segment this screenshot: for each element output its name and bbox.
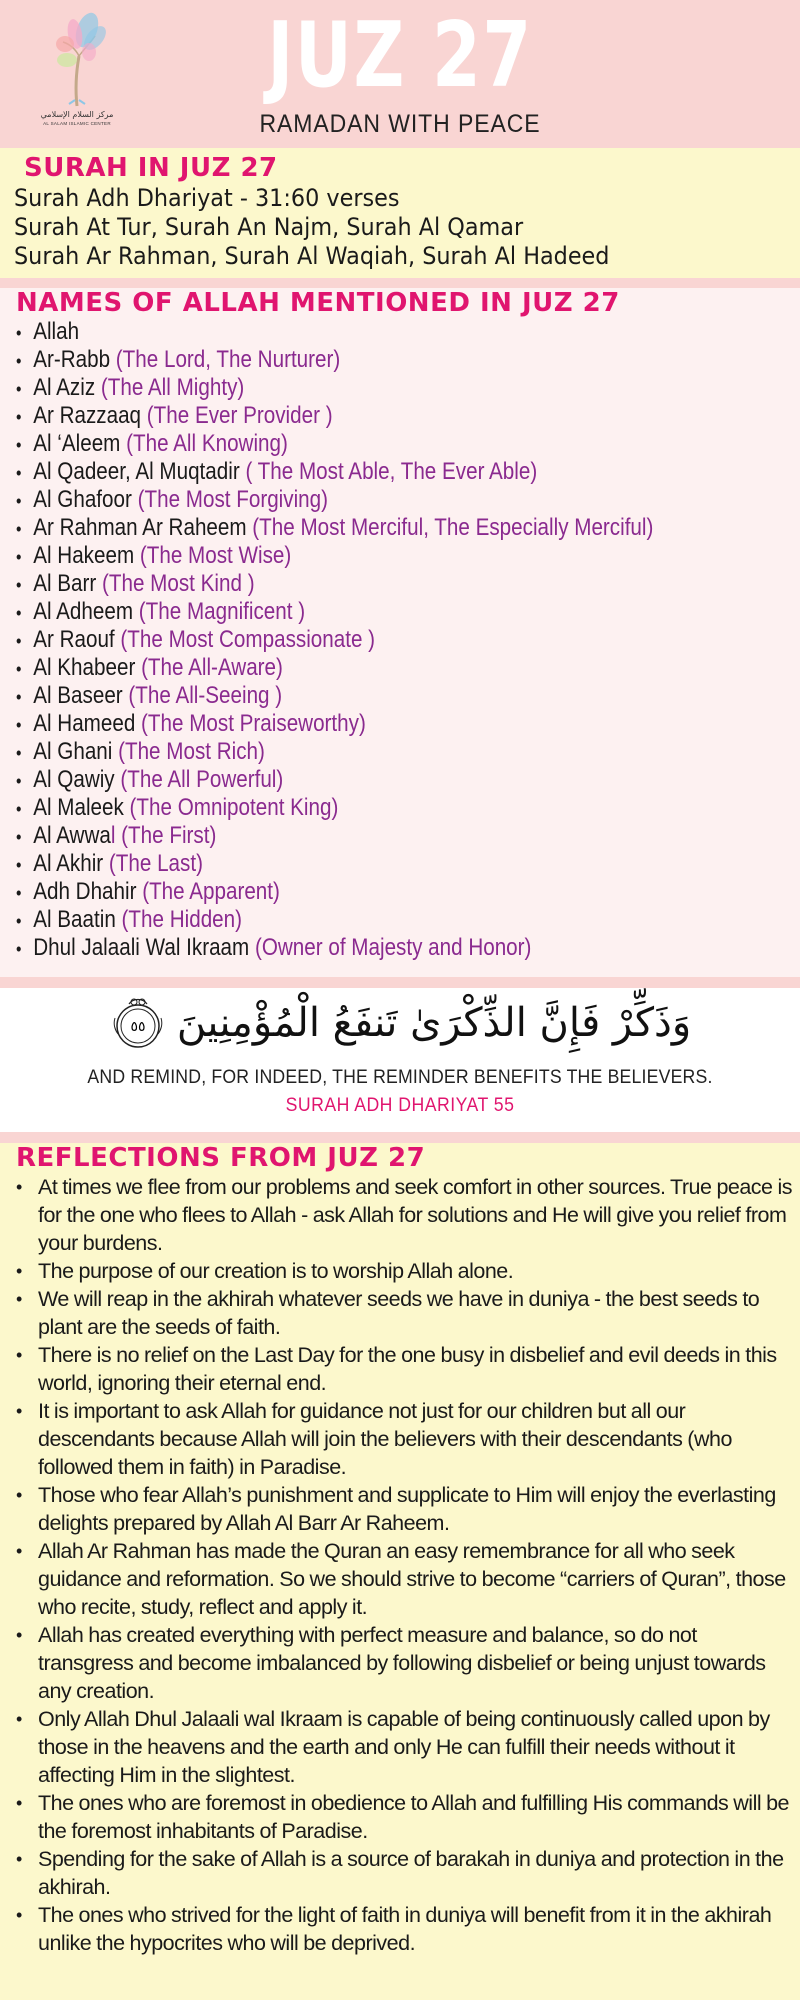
bullet-icon: • <box>16 379 22 399</box>
surah-line: Surah Adh Dhariyat - 31:60 verses <box>14 184 400 212</box>
reflection-text: Only Allah Dhul Jalaali wal Ikraam is capable of being continuously called upon by those in the heavens and the earth and only He can fulfill their needs without it affecting Him in the slightest. <box>38 1707 770 1787</box>
name-of-allah-item <box>16 346 690 374</box>
name-meaning: (The Most Merciful, The Especially Merciful) <box>252 514 654 541</box>
bullet-icon: • <box>16 1401 22 1421</box>
bullet-icon: • <box>16 799 22 819</box>
bullet-icon: • <box>16 743 22 763</box>
surah-line: Surah At Tur, Surah An Najm, Surah Al Qamar <box>14 213 524 241</box>
name-transliteration: Al Qawiy <box>33 766 121 793</box>
reflection-text: The ones who strived for the light of faith in duniya will benefit from it in the akhirah unlike the hypocrites who will be deprived. <box>38 1903 772 1955</box>
name-transliteration: Al Barr <box>33 570 103 597</box>
name-meaning: (The Last) <box>108 850 203 877</box>
reflections-section <box>0 1143 800 2000</box>
bullet-icon: • <box>16 939 22 959</box>
bullet-icon: • <box>16 883 22 903</box>
bullet-icon: • <box>16 547 22 567</box>
name-meaning: (The Most Forgiving) <box>137 486 329 513</box>
reflection-text: There is no relief on the Last Day for the one busy in disbelief and evil deeds in this world, ignoring their eternal end. <box>38 1343 777 1395</box>
name-of-allah-item <box>16 822 690 850</box>
ayah-end-marker-icon <box>109 994 167 1052</box>
bullet-icon: • <box>16 1625 22 1645</box>
bullet-icon: • <box>16 715 22 735</box>
name-transliteration: Ar Razzaaq <box>33 402 147 429</box>
logo-arabic-text: مركز السلام الإسلامي <box>40 110 114 119</box>
bullet-icon: • <box>16 771 22 791</box>
name-transliteration: Al Baseer <box>33 682 129 709</box>
reflection-item <box>16 1481 794 1537</box>
bullet-icon: • <box>16 911 22 931</box>
bullet-icon: • <box>16 1793 22 1813</box>
name-transliteration: Ar-Rabb <box>33 346 116 373</box>
name-of-allah-item <box>16 878 690 906</box>
name-meaning: (The Lord, The Nurturer) <box>115 346 341 373</box>
verse-reference: SURAH ADH DHARIYAT 55 <box>285 1095 515 1116</box>
name-of-allah-item <box>16 626 690 654</box>
reflection-item <box>16 1845 794 1901</box>
bullet-icon: • <box>16 1849 22 1869</box>
name-of-allah-item <box>16 766 690 794</box>
reflection-item <box>16 1173 794 1257</box>
bullet-icon: • <box>16 659 22 679</box>
reflection-item <box>16 1257 794 1285</box>
bullet-icon: • <box>16 855 22 875</box>
name-of-allah-item <box>16 318 690 346</box>
name-transliteration: Al Maleek <box>33 794 130 821</box>
reflection-text: Allah Ar Rahman has made the Quran an easy remembrance for all who seek guidance and reformation. So we should strive to become “carriers of Quran”, those who recite, study, reflect and apply it. <box>38 1539 786 1619</box>
name-of-allah-item <box>16 654 690 682</box>
arabic-verse <box>0 992 800 1054</box>
bullet-icon: • <box>16 463 22 483</box>
bullet-icon: • <box>16 435 22 455</box>
name-transliteration: Al Awwa <box>33 822 111 849</box>
reflection-item <box>16 1537 794 1621</box>
bullet-icon: • <box>16 687 22 707</box>
verse-translation: AND REMIND, FOR INDEED, THE REMINDER BENEFITS THE BELIEVERS. <box>87 1067 713 1088</box>
name-transliteration: Al Baatin <box>33 906 122 933</box>
name-meaning: (The Apparent) <box>142 878 280 905</box>
bullet-icon: • <box>16 491 22 511</box>
bullet-icon: • <box>16 323 22 343</box>
name-of-allah-item <box>16 598 690 626</box>
name-meaning: l (The First) <box>110 822 217 849</box>
reflection-item <box>16 1789 794 1845</box>
name-of-allah-item <box>16 906 690 934</box>
names-list <box>16 318 800 962</box>
name-meaning: (The Magnificent ) <box>138 598 306 625</box>
name-of-allah-item <box>16 430 690 458</box>
reflection-text: The purpose of our creation is to worship Allah alone. <box>38 1259 514 1283</box>
name-transliteration: Ar Rahman Ar Raheem <box>33 514 253 541</box>
name-transliteration: Al Adheem <box>33 598 139 625</box>
name-of-allah-item <box>16 682 690 710</box>
name-meaning: (The All-Seeing ) <box>128 682 283 709</box>
name-of-allah-item <box>16 934 690 962</box>
bullet-icon: • <box>16 1261 22 1281</box>
reflection-text: It is important to ask Allah for guidance not just for our children but all our descendants because Allah will join the believers with their descendants (who followed them in faith) in Paradise. <box>38 1399 732 1479</box>
surah-line: Surah Ar Rahman, Surah Al Waqiah, Surah Al Hadeed <box>14 242 610 270</box>
name-meaning: (The Most Rich) <box>118 738 265 765</box>
name-meaning: (The Most Compassionate ) <box>120 626 376 653</box>
name-of-allah-item <box>16 738 690 766</box>
name-transliteration: Al Ghani <box>33 738 119 765</box>
bullet-icon: • <box>16 1541 22 1561</box>
name-meaning: (The Most Wise) <box>139 542 292 569</box>
name-transliteration: Al Aziz <box>33 374 101 401</box>
name-transliteration: Allah <box>33 318 80 345</box>
reflections-heading: REFLECTIONS FROM JUZ 27 <box>16 1143 426 1173</box>
name-transliteration: Dhul Jalaali Wal Ikraam <box>33 934 255 961</box>
bullet-icon: • <box>16 1289 22 1309</box>
names-heading: NAMES OF ALLAH MENTIONED IN JUZ 27 <box>16 288 620 318</box>
reflection-item <box>16 1397 794 1481</box>
surah-heading: SURAH IN JUZ 27 <box>24 153 278 183</box>
name-transliteration: Al Hakeem <box>33 542 140 569</box>
name-of-allah-item <box>16 850 690 878</box>
name-meaning: ( The Most Able, The Ever Able) <box>245 458 538 485</box>
surah-section <box>0 148 800 278</box>
name-meaning: (The All Mighty) <box>100 374 245 401</box>
bullet-icon: • <box>16 1709 22 1729</box>
bullet-icon: • <box>16 631 22 651</box>
name-transliteration: Adh Dhahir <box>33 878 143 905</box>
reflection-item <box>16 1621 794 1705</box>
bullet-icon: • <box>16 519 22 539</box>
reflection-text: At times we flee from our problems and seek comfort in other sources. True peace is for the one who flees to Allah - ask Allah for solutions and He will give you relief from your burdens. <box>38 1175 793 1255</box>
bullet-icon: • <box>16 1345 22 1365</box>
name-of-allah-item <box>16 710 690 738</box>
logo-english-text: AL SALAM ISLAMIC CENTER <box>43 121 111 126</box>
name-of-allah-item <box>16 794 690 822</box>
bullet-icon: • <box>16 575 22 595</box>
name-of-allah-item <box>16 458 690 486</box>
name-of-allah-item <box>16 514 690 542</box>
bullet-icon: • <box>16 827 22 847</box>
reflection-text: We will reap in the akhirah whatever seeds we have in duniya - the best seeds to plant are the seeds of faith. <box>38 1287 760 1339</box>
reflection-text: Those who fear Allah’s punishment and supplicate to Him will enjoy the everlasting delights prepared by Allah Al Barr Ar Raheem. <box>38 1483 776 1535</box>
bullet-icon: • <box>16 407 22 427</box>
name-meaning: (The All-Aware) <box>141 654 283 681</box>
name-meaning: (The Hidden) <box>121 906 243 933</box>
bullet-icon: • <box>16 351 22 371</box>
reflection-text: Spending for the sake of Allah is a source of barakah in duniya and protection in the akhirah. <box>38 1847 784 1899</box>
name-meaning: (The Most Kind ) <box>102 570 255 597</box>
name-transliteration: Al Khabeer <box>33 654 142 681</box>
reflection-item <box>16 1705 794 1789</box>
page-header <box>0 0 800 148</box>
ayah-number: ٥٥ <box>130 1019 146 1035</box>
name-meaning: (The All Knowing) <box>126 430 288 457</box>
name-meaning: (The All Powerful) <box>120 766 284 793</box>
names-of-allah-section <box>0 288 800 977</box>
name-of-allah-item <box>16 402 690 430</box>
name-transliteration: Ar Raouf <box>33 626 121 653</box>
reflection-item <box>16 1285 794 1341</box>
reflection-text: The ones who are foremost in obedience to Allah and fulfilling His commands will be the foremost inhabitants of Paradise. <box>38 1791 790 1843</box>
name-transliteration: Al Hameed <box>33 710 142 737</box>
reflection-item <box>16 1341 794 1397</box>
name-transliteration: Al ‘Aleem <box>33 430 127 457</box>
name-transliteration: Al Qadeer, Al Muqtadir <box>33 458 246 485</box>
name-meaning: (Owner of Majesty and Honor) <box>254 934 532 961</box>
name-meaning: (The Most Praiseworthy) <box>141 710 366 737</box>
reflection-text: Allah has created everything with perfect measure and balance, so do not transgress and become imbalanced by following disbelief or being unjust towards any creation. <box>38 1623 766 1703</box>
arabic-verse-text: وَذَكِّرْ فَإِنَّ الذِّكْرَىٰ تَنفَعُ الْمُؤْمِنِينَ <box>176 1000 692 1046</box>
name-transliteration: Al Akhir <box>33 850 109 877</box>
name-meaning: (The Ever Provider ) <box>146 402 333 429</box>
verse-section <box>0 988 800 1132</box>
bullet-icon: • <box>16 1485 22 1505</box>
name-of-allah-item <box>16 570 690 598</box>
reflections-list <box>16 1173 800 1957</box>
page-subtitle: RAMADAN WITH PEACE <box>259 110 541 138</box>
reflection-item <box>16 1901 794 1957</box>
name-of-allah-item <box>16 486 690 514</box>
page-title: JUZ 27 <box>267 3 533 108</box>
name-of-allah-item <box>16 542 690 570</box>
bullet-icon: • <box>16 1905 22 1925</box>
name-meaning: (The Omnipotent King) <box>129 794 339 821</box>
name-transliteration: Al Ghafoor <box>33 486 138 513</box>
bullet-icon: • <box>16 1177 22 1197</box>
name-of-allah-item <box>16 374 690 402</box>
bullet-icon: • <box>16 603 22 623</box>
